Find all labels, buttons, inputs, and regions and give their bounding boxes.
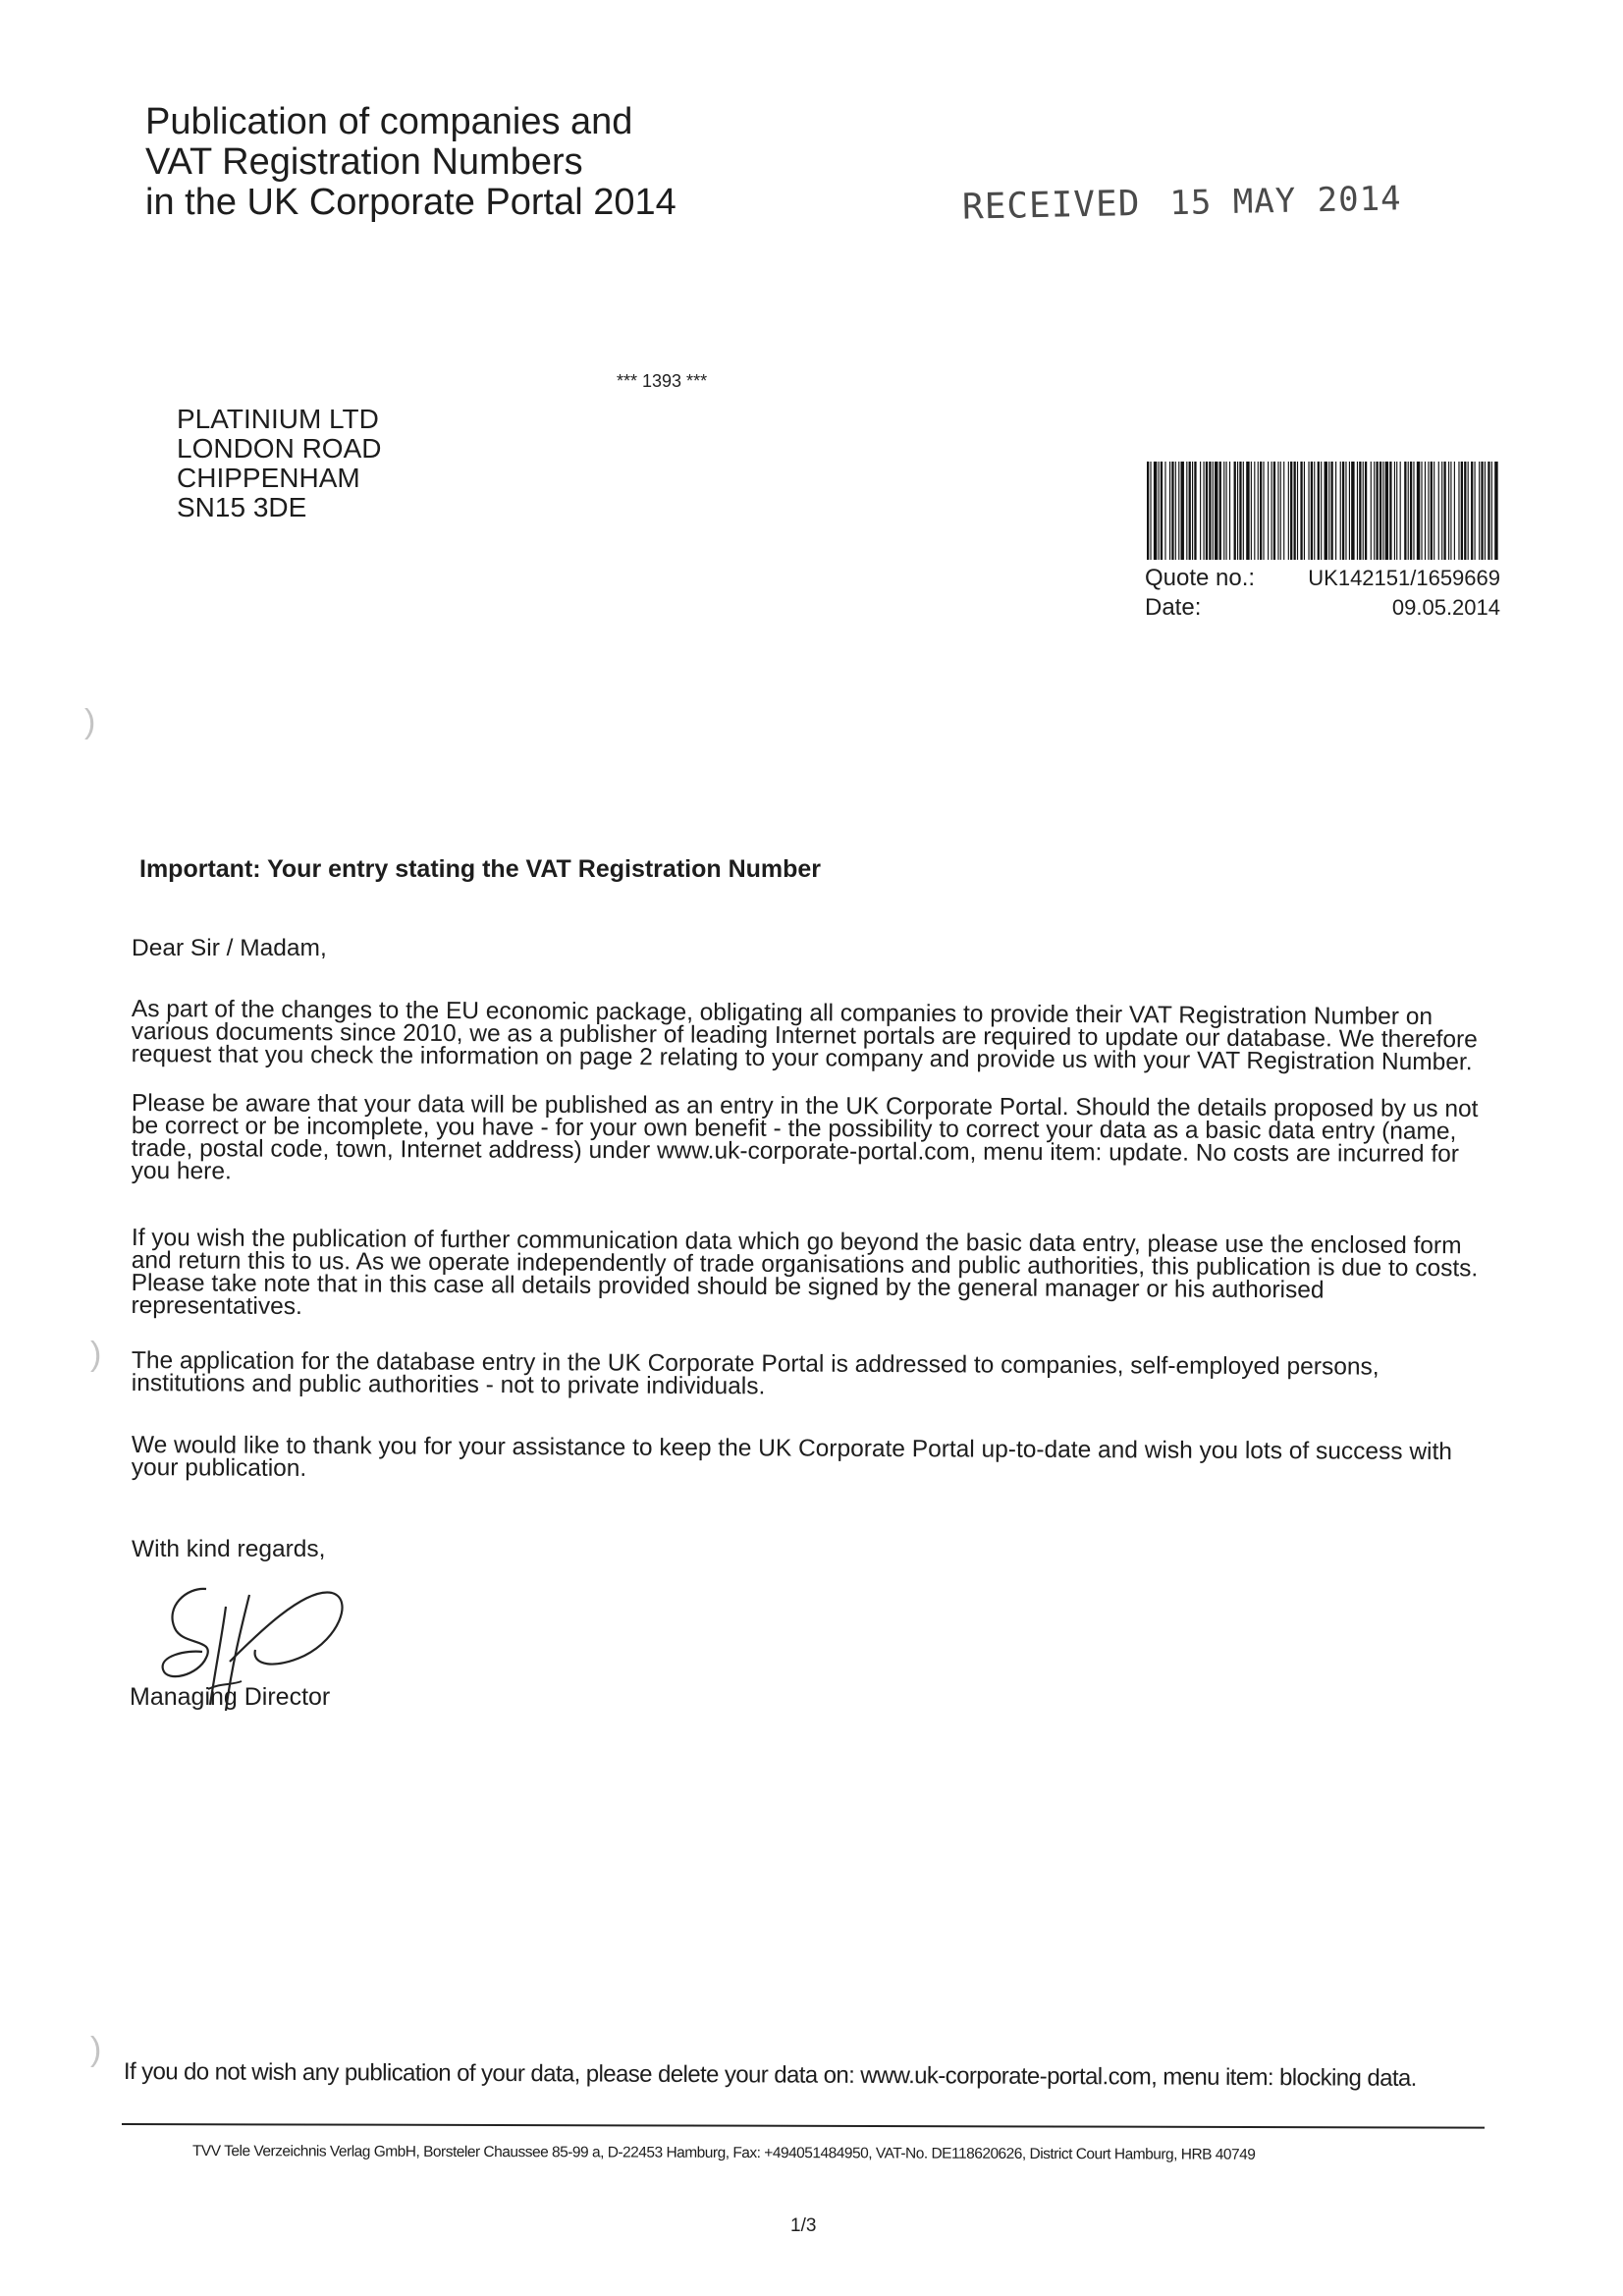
- barcode-bar: [1481, 462, 1483, 560]
- barcode-bar: [1192, 462, 1193, 560]
- barcode-bar: [1417, 462, 1420, 560]
- barcode-bar: [1479, 462, 1480, 560]
- barcode-bar: [1340, 462, 1341, 560]
- body-paragraph: [132, 1092, 1496, 1188]
- barcode-bar: [1464, 462, 1466, 560]
- barcode-bar: [1254, 462, 1255, 560]
- barcode-bar: [1410, 462, 1412, 560]
- body-paragraph: [131, 996, 1496, 1076]
- barcode-bar: [1413, 462, 1414, 560]
- barcode-bar: [1223, 462, 1224, 560]
- barcode-bar: [1357, 462, 1358, 560]
- document-title: [145, 102, 676, 223]
- paragraph-text: The application for the database entry in the UK Corporate Portal is addressed to companies, self-employed persons, institutions and public authorities - not to private individuals.: [131, 1347, 1380, 1400]
- margin-mark: ): [84, 703, 96, 740]
- address-line-postcode: SN15 3DE: [177, 492, 307, 522]
- received-stamp-date: 15 MAY 2014: [1168, 179, 1402, 224]
- barcode-bar: [1308, 462, 1309, 560]
- barcode-bar: [1229, 462, 1230, 560]
- address-line-company: PLATINIUM LTD: [177, 404, 379, 434]
- paragraph-text: We would like to thank you for your assistance to keep the UK Corporate Portal up-to-date and wish you lots of success with your publication.: [131, 1432, 1453, 1482]
- salutation: Dear Sir / Madam,: [132, 935, 327, 961]
- address-line-town: CHIPPENHAM: [177, 463, 360, 493]
- barcode-bar: [1389, 462, 1391, 560]
- body-paragraph: [132, 1434, 1496, 1486]
- barcode-bar: [1376, 462, 1378, 560]
- barcode-bar: [1394, 462, 1395, 560]
- barcode-bar: [1268, 462, 1269, 560]
- reference-block: [1145, 564, 1500, 623]
- barcode-bar: [1181, 462, 1184, 560]
- received-stamp-label: RECEIVED: [961, 183, 1141, 228]
- date-row: [1145, 593, 1500, 623]
- barcode-bar: [1175, 462, 1176, 560]
- barcode-bar: [1475, 462, 1476, 560]
- barcode-bar: [1297, 462, 1298, 560]
- recipient-address: [177, 405, 381, 522]
- quote-row: [1145, 564, 1500, 593]
- barcode-bar: [1374, 462, 1375, 560]
- sequence-number: *** 1393 ***: [617, 371, 708, 391]
- closing: With kind regards,: [132, 1536, 326, 1562]
- barcode-bar: [1404, 462, 1406, 560]
- barcode-bar: [1494, 462, 1497, 560]
- barcode-bar: [1328, 462, 1329, 560]
- barcode-bar: [1154, 462, 1157, 560]
- barcode-bar: [1382, 462, 1383, 560]
- barcode-bar: [1288, 462, 1289, 560]
- barcode-bar: [1443, 462, 1445, 560]
- barcode-bar: [1431, 462, 1433, 560]
- barcode-bar: [1219, 462, 1221, 560]
- barcode-bar: [1273, 462, 1275, 560]
- barcode-bar: [1425, 462, 1426, 560]
- barcode-bar: [1246, 462, 1249, 560]
- paragraph-text: If you wish the publication of further communication data which go beyond the basic data entry, please use the enclosed form and return this to us. As we operate independently of trade organisations and public authorities, this publication is due to costs. Please take note that in this case all details provided should be signed by the general manager or his authorised representatives.: [131, 1225, 1479, 1321]
- barcode-bar: [1454, 462, 1455, 560]
- opt-out-notice: If you do not wish any publication of your data, please delete your data on: www.uk-corporate-portal.com, menu item: blocking data.: [123, 2058, 1417, 2092]
- barcode-bar: [1277, 462, 1278, 560]
- barcode-bar: [1359, 462, 1361, 560]
- footer-company-line: TVV Tele Verzeichnis Verlag GmbH, Borsteler Chaussee 85-99 a, D-22453 Hamburg, Fax: +494051484950, VAT-No. DE118620626, District Court Hamburg, HRB 40749: [191, 2143, 1256, 2163]
- received-stamp: [962, 178, 1402, 227]
- barcode-bar: [1294, 462, 1296, 560]
- barcode-bar: [1325, 462, 1327, 560]
- quote-number: UK142151/1659669: [1308, 566, 1500, 590]
- quote-label: Quote no.:: [1145, 565, 1256, 591]
- barcode-bar: [1461, 462, 1463, 560]
- barcode-bar: [1194, 462, 1196, 560]
- signer-role: Managing Director: [130, 1683, 331, 1711]
- barcode-bar: [1371, 462, 1372, 560]
- barcode-bar: [1283, 462, 1284, 560]
- barcode-bar: [1258, 462, 1259, 560]
- barcode-bar: [1239, 462, 1241, 560]
- barcode-bar: [1321, 462, 1322, 560]
- body-paragraph: [132, 1349, 1496, 1401]
- barcode-bar: [1351, 462, 1354, 560]
- barcode-bar: [1342, 462, 1344, 560]
- barcode-bar: [1213, 462, 1214, 560]
- barcode-bar: [1215, 462, 1217, 560]
- barcode-bar: [1243, 462, 1244, 560]
- barcode-bar: [1400, 462, 1401, 560]
- barcode-bar: [1226, 462, 1227, 560]
- barcode-bar: [1448, 462, 1449, 560]
- paragraph-text: Please be aware that your data will be published as an entry in the UK Corporate Portal. Should the details proposed by us not be correct or be incomplete, you have - for your own benefit - the possibility to correct your data as a basic data entry (name, trade, postal code, town, Internet address) under www.uk-corporate-portal.com, menu item: update. No costs are incurred for you here.: [131, 1090, 1479, 1185]
- barcode-bar: [1164, 462, 1165, 560]
- barcode-bar: [1300, 462, 1302, 560]
- barcode-bar: [1380, 462, 1381, 560]
- barcode-bar: [1186, 462, 1187, 560]
- barcode-bar: [1441, 462, 1442, 560]
- barcode-bar: [1385, 462, 1388, 560]
- barcode-bar: [1178, 462, 1179, 560]
- barcode-bar: [1206, 462, 1208, 560]
- title-line-3: in the UK Corporate Portal 2014: [145, 182, 676, 223]
- barcode-bar: [1234, 462, 1236, 560]
- barcode-bar: [1159, 462, 1160, 560]
- barcode-bar: [1458, 462, 1459, 560]
- barcode-bar: [1290, 462, 1292, 560]
- barcode-bar: [1200, 462, 1201, 560]
- barcode-bar: [1428, 462, 1429, 560]
- barcode-bar: [1365, 462, 1367, 560]
- barcode-bar: [1318, 462, 1320, 560]
- barcode-bar: [1161, 462, 1163, 560]
- barcode-bar: [1189, 462, 1191, 560]
- barcode-bar: [1335, 462, 1336, 560]
- barcode-bar: [1471, 462, 1473, 560]
- barcode-bar: [1260, 462, 1262, 560]
- address-line-street: LONDON ROAD: [177, 433, 382, 464]
- page-number: 1/3: [790, 2215, 817, 2236]
- barcode-bar: [1438, 462, 1439, 560]
- barcode-bar: [1468, 462, 1469, 560]
- barcode-bar: [1171, 462, 1173, 560]
- barcode-bar: [1491, 462, 1492, 560]
- barcode-bar: [1209, 462, 1211, 560]
- footer-divider: [122, 2123, 1485, 2129]
- barcode-bar: [1396, 462, 1397, 560]
- barcode-bar: [1237, 462, 1238, 560]
- barcode-bar: [1363, 462, 1364, 560]
- title-line-1: Publication of companies and: [145, 101, 633, 142]
- barcode-bar: [1330, 462, 1332, 560]
- barcode-bar: [1150, 462, 1151, 560]
- barcode-bar: [1204, 462, 1205, 560]
- title-line-2: VAT Registration Numbers: [145, 141, 583, 183]
- barcode-bar: [1488, 462, 1489, 560]
- barcode-bar: [1271, 462, 1272, 560]
- barcode-bar: [1421, 462, 1422, 560]
- barcode-bar: [1304, 462, 1305, 560]
- margin-mark: ): [90, 2031, 102, 2068]
- barcode-bar: [1263, 462, 1264, 560]
- barcode-bar: [1251, 462, 1252, 560]
- barcode-bar: [1311, 462, 1313, 560]
- barcode-bar: [1280, 462, 1281, 560]
- letter-subject: Important: Your entry stating the VAT Registration Number: [139, 855, 822, 883]
- margin-mark: ): [90, 1336, 102, 1373]
- barcode-image: [1145, 462, 1500, 560]
- paragraph-text: As part of the changes to the EU economic package, obligating all companies to provide their VAT Registration Number on various documents since 2010, we as a publisher of leading Internet portals are required to update our database. We therefore request that you check the information on page 2 relating to your company and provide us with your VAT Registration Number.: [131, 996, 1478, 1076]
- body-paragraph: [131, 1227, 1496, 1325]
- barcode-bar: [1485, 462, 1486, 560]
- barcode-bar: [1169, 462, 1170, 560]
- barcode-bar: [1147, 462, 1149, 560]
- barcode-bar: [1314, 462, 1315, 560]
- barcode-bar: [1345, 462, 1346, 560]
- barcode-bar: [1450, 462, 1451, 560]
- barcode-bar: [1349, 462, 1350, 560]
- letter-date: 09.05.2014: [1391, 595, 1500, 620]
- barcode-bar: [1408, 462, 1409, 560]
- date-label: Date:: [1145, 594, 1202, 621]
